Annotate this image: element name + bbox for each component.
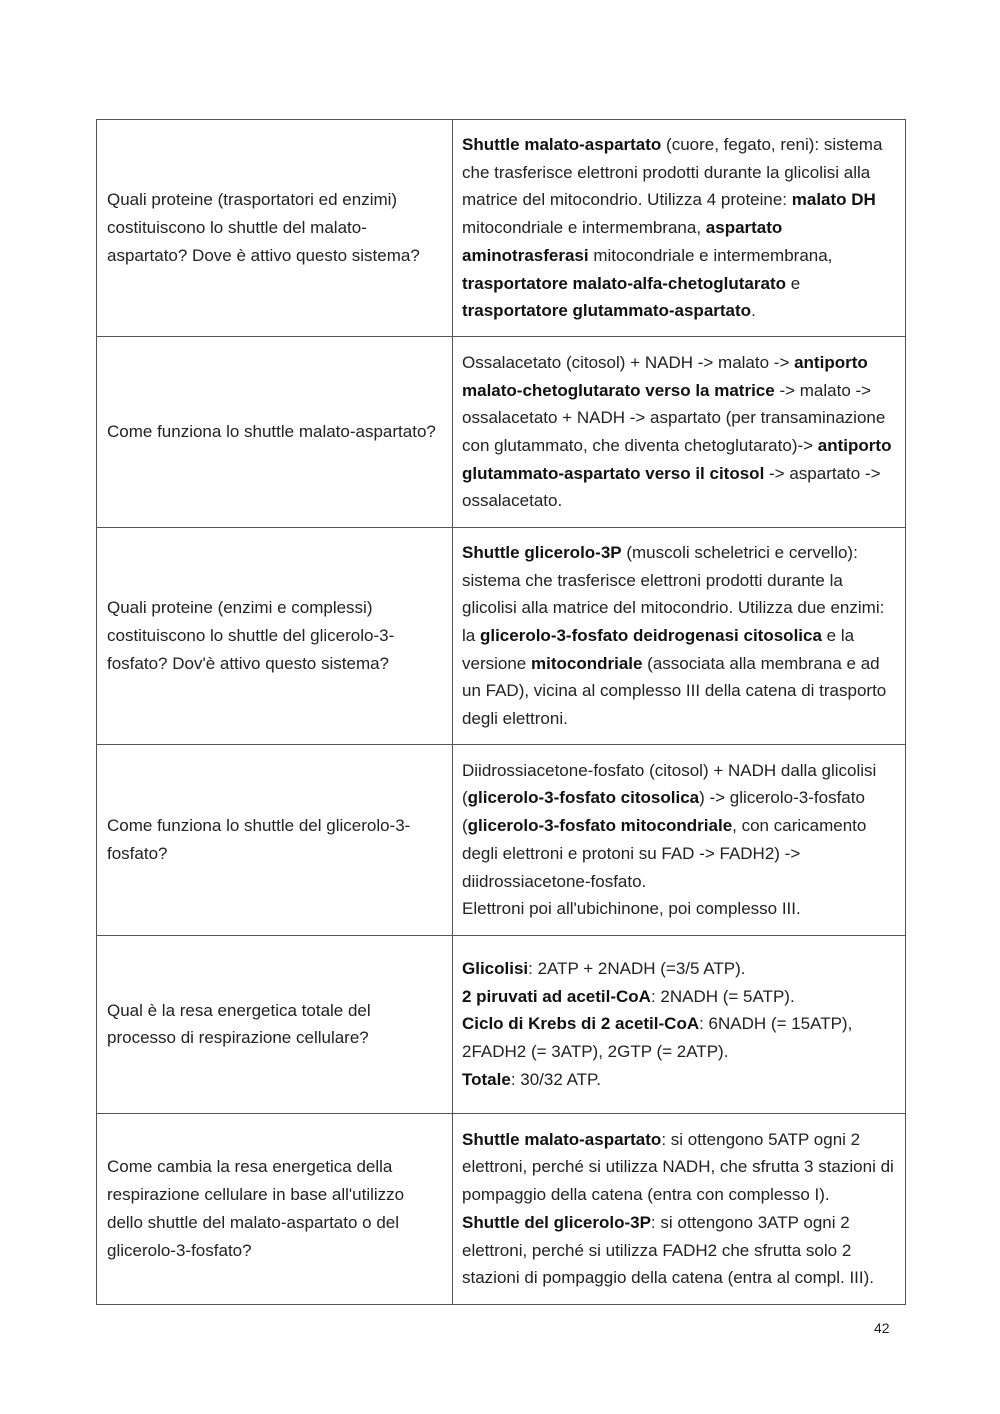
answer-paragraph [462, 1066, 899, 1094]
bold-term: malato DH [791, 190, 876, 210]
bold-term: Shuttle glicerolo-3P [462, 542, 622, 562]
bold-term: trasportatore glutammato-aspartato [462, 301, 752, 321]
answer-cell [453, 527, 906, 744]
answer-text: Ossalacetato (citosol) + NADH -> malato -> [462, 352, 795, 372]
answer-text: mitocondriale e intermembrana, [588, 245, 833, 265]
qa-table-body [97, 120, 906, 1305]
qa-table [96, 119, 906, 1305]
question-cell: Quali proteine (enzimi e complessi) costituiscono lo shuttle del glicerolo-3-fosfato? Dov'è attivo questo sistema? [97, 527, 453, 744]
answer-text: -> malato -> ossalacetato + NADH -> aspartato (per transaminazione con glutammato, che diventa chetoglutarato)-> [462, 380, 886, 455]
answer-text: : 6NADH (= 15ATP), 2FADH2 (= 3ATP), 2GTP (= 2ATP). [462, 1014, 853, 1062]
bold-term: Ciclo di Krebs di 2 acetil-CoA [462, 1014, 700, 1034]
answer-cell [453, 744, 906, 935]
answer-paragraph [462, 983, 899, 1011]
answer-paragraph [462, 539, 899, 733]
answer-text: -> aspartato -> ossalacetato. [462, 463, 881, 511]
answer-text: : si ottengono 3ATP ogni 2 elettroni, perché si utilizza FADH2 che sfrutta solo 2 stazioni di pompaggio della catena (entra al compl. III). [462, 1212, 875, 1288]
table-row [97, 527, 906, 744]
question-cell: Quali proteine (trasportatori ed enzimi) costituiscono lo shuttle del malato-aspartato? Dove è attivo questo sistema? [97, 120, 453, 337]
answer-text: e [786, 273, 801, 293]
answer-paragraph [462, 349, 899, 515]
question-cell: Come cambia la resa energetica della respirazione cellulare in base all'utilizzo dello shuttle del malato-aspartato o del glicerolo-3-fosfato? [97, 1113, 453, 1304]
bold-term: trasportatore malato-alfa-chetoglutarato [462, 273, 786, 293]
answer-text: . [751, 301, 756, 321]
bold-term: aspartato aminotrasferasi [462, 218, 783, 265]
bold-term: Glicolisi [462, 959, 529, 979]
answer-paragraph [462, 895, 899, 923]
bold-term: Totale [462, 1069, 511, 1089]
bold-term: glicerolo-3-fosfato deidrogenasi citosolica [479, 626, 822, 646]
answer-text: (associata alla membrana e ad un FAD), vicina al complesso III della catena di trasporto degli elettroni. [462, 653, 887, 729]
table-row [97, 744, 906, 935]
bold-term: Shuttle malato-aspartato [462, 1129, 662, 1149]
bold-term: Shuttle del glicerolo-3P [462, 1212, 651, 1232]
answer-text: Elettroni poi all'ubichinone, poi complesso III. [462, 899, 801, 919]
table-row [97, 935, 906, 1113]
answer-cell [453, 336, 906, 527]
bold-term: glicerolo-3-fosfato citosolica [467, 788, 700, 808]
answer-paragraph [462, 955, 899, 983]
table-row [97, 336, 906, 527]
answer-paragraph [462, 1126, 899, 1209]
table-row [97, 1113, 906, 1304]
answer-text: mitocondriale e intermembrana, [462, 218, 706, 238]
answer-text: Diidrossiacetone-fosfato (citosol) + NADH dalla glicolisi ( [462, 760, 877, 808]
answer-text: , con caricamento degli elettroni e protoni su FAD -> FADH2) -> diidrossiacetone-fosfato. [462, 816, 867, 891]
answer-paragraph [462, 1209, 899, 1292]
table-row [97, 120, 906, 337]
answer-cell [453, 935, 906, 1113]
answer-cell [453, 120, 906, 337]
bold-term: 2 piruvati ad acetil-CoA [462, 986, 651, 1006]
bold-term: antiporto malato-chetoglutarato verso la matrice [462, 352, 868, 400]
answer-paragraph [462, 1010, 899, 1065]
bold-term: antiporto glutammato-aspartato verso il citosol [462, 435, 892, 483]
answer-text: (cuore, fegato, reni): sistema che trasferisce elettroni prodotti durante la glicolisi alla matrice del mitocondrio. Utilizza 4 proteine: [462, 135, 883, 210]
bold-term: glicerolo-3-fosfato mitocondriale [467, 816, 733, 836]
answer-text: e la versione [462, 626, 855, 673]
question-cell: Come funziona lo shuttle malato-aspartato? [97, 336, 453, 527]
question-cell: Come funziona lo shuttle del glicerolo-3-fosfato? [97, 744, 453, 935]
answer-text: (muscoli scheletrici e cervello): sistema che trasferisce elettroni prodotti durante la glicolisi alla matrice del mitocondrio. Utilizza due enzimi: la [462, 542, 885, 646]
answer-text: : si ottengono 5ATP ogni 2 elettroni, perché si utilizza NADH, che sfrutta 3 stazioni di pompaggio della catena (entra con complesso I). [462, 1129, 894, 1205]
answer-text: : 30/32 ATP. [510, 1069, 601, 1089]
answer-paragraph [462, 757, 899, 896]
question-cell: Qual è la resa energetica totale del processo di respirazione cellulare? [97, 935, 453, 1113]
page-number: 42 [874, 1320, 890, 1336]
answer-paragraph [462, 131, 899, 325]
answer-text: ) -> glicerolo-3-fosfato ( [462, 788, 865, 836]
bold-term: mitocondriale [530, 653, 643, 673]
answer-cell [453, 1113, 906, 1304]
bold-term: Shuttle malato-aspartato [462, 135, 662, 154]
answer-text: : 2NADH (= 5ATP). [650, 986, 795, 1006]
answer-text: : 2ATP + 2NADH (=3/5 ATP). [528, 959, 746, 979]
